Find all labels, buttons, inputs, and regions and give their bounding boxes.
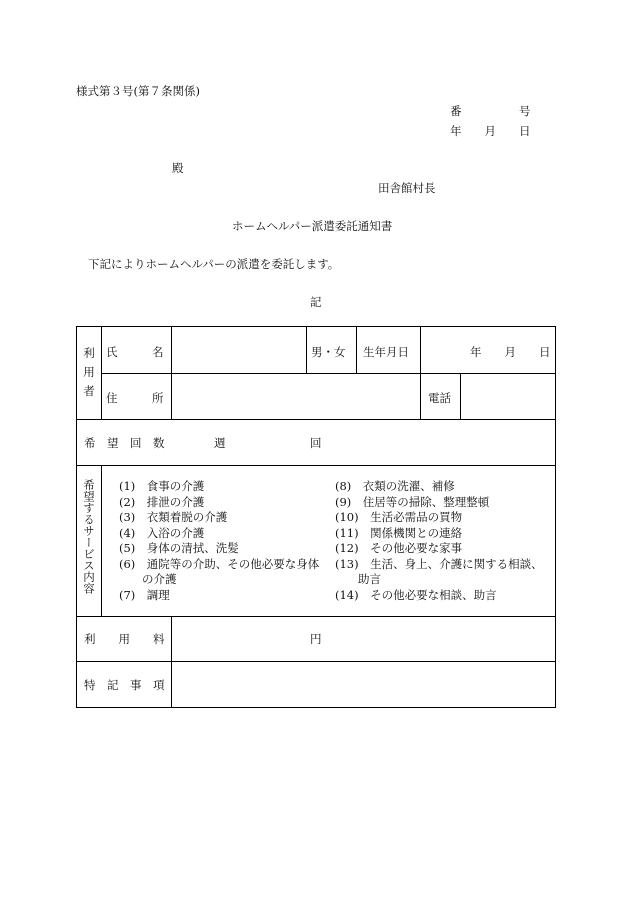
service-item: (12) その他必要な家事 — [335, 541, 463, 555]
frequency-label: 希 望 回 数 — [84, 436, 165, 450]
name-label: 氏 名 — [106, 345, 164, 359]
service-item: (8) 衣類の洗濯、補修 — [335, 479, 455, 493]
notification-table — [76, 326, 556, 708]
week-label: 週 — [214, 436, 226, 450]
user-label: 利 用 者 — [83, 346, 95, 398]
address-label: 住 所 — [106, 391, 164, 405]
service-item: (11) 関係機関との連絡 — [335, 525, 463, 540]
services-right — [335, 479, 543, 603]
document-title: ホームヘルパー派遣委託通知書 — [232, 219, 393, 233]
number-label: 番 号 — [450, 104, 531, 118]
addressee-suffix: 殿 — [172, 161, 184, 175]
date-label: 年 月 日 — [450, 124, 531, 138]
service-item: (4) 入浴の介護 — [119, 525, 205, 540]
col-line — [101, 465, 102, 616]
notes-label: 特 記 事 項 — [84, 678, 165, 692]
service-item: (3) 衣類着脱の介護 — [119, 510, 228, 524]
service-item: の介護 — [119, 572, 177, 586]
phone-label: 電話 — [428, 391, 451, 405]
service-item: (1) 食事の介護 — [119, 479, 205, 493]
service-item: (5) 身体の清拭、洗髪 — [119, 541, 239, 555]
service-item: 助言 — [335, 572, 381, 586]
col-line — [171, 616, 172, 708]
sex-label: 男・女 — [311, 345, 346, 359]
service-item: (2) 排泄の介護 — [119, 494, 205, 509]
fee-label: 利 用 料 — [84, 632, 165, 646]
ki-mark: 記 — [310, 295, 322, 309]
service-item: (9) 住居等の掃除、整理整頓 — [335, 494, 490, 509]
col-line — [101, 327, 102, 419]
services-left — [119, 479, 319, 603]
col-line — [306, 327, 307, 373]
row-line — [77, 419, 556, 420]
col-line — [356, 327, 357, 373]
times-label: 回 — [310, 436, 322, 450]
service-item: (7) 調理 — [119, 587, 170, 602]
row-line — [77, 465, 556, 466]
row-line — [101, 373, 556, 374]
col-line — [171, 327, 172, 419]
fee-unit: 円 — [310, 632, 322, 646]
intro-text: 下記によりホームヘルパーの派遣を委託します。 — [88, 257, 340, 271]
birth-value: 年 月 日 — [470, 345, 551, 359]
service-item: (6) 通院等の介助、その他必要な身体 — [119, 556, 320, 571]
col-line — [420, 327, 421, 419]
row-line — [77, 616, 556, 617]
service-label: 希望するサービス内容 — [82, 479, 96, 594]
service-item: (13) 生活、身上、介護に関する相談、 — [335, 556, 543, 571]
form-reference: 様式第３号(第７条関係) — [76, 84, 200, 98]
col-line — [460, 373, 461, 419]
birth-label: 生年月日 — [363, 345, 409, 359]
service-item: (14) その他必要な相談、助言 — [335, 587, 497, 602]
service-item: (10) 生活必需品の買物 — [335, 510, 463, 524]
row-line — [77, 661, 556, 662]
issuer: 田舎館村長 — [378, 181, 436, 195]
